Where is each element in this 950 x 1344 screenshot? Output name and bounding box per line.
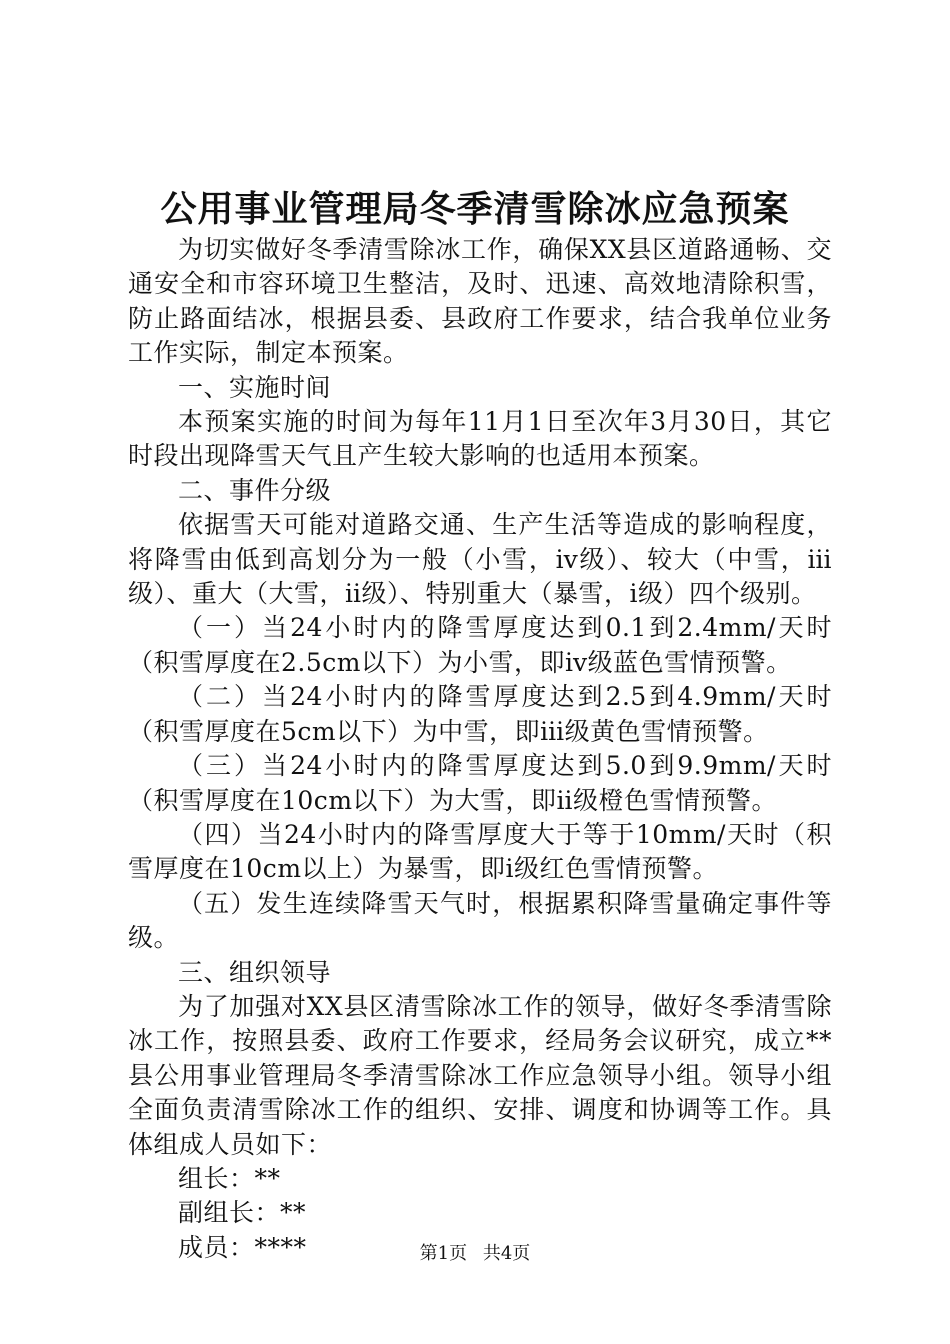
level-item-2: （二）当24小时内的降雪厚度达到2.5到4.9mm/天时（积雪厚度在5cm以下）为中雪，即ⅲ级黄色雪情预警。 bbox=[128, 682, 832, 746]
implementation-time-paragraph: 本预案实施的时间为每年11月1日至次年3月30日，其它时段出现降雪天气且产生较大影响的也适用本预案。 bbox=[128, 407, 832, 471]
deputy-leader-line: 副组长：** bbox=[178, 1198, 307, 1228]
section-heading-implementation-time: 一、实施时间 bbox=[178, 372, 332, 402]
members-line: 成员：**** bbox=[178, 1232, 307, 1262]
level-item-1: （一）当24小时内的降雪厚度达到0.1到2.4mm/天时（积雪厚度在2.5cm以下）为小雪，即ⅳ级蓝色雪情预警。 bbox=[128, 613, 832, 677]
level-item-3: （三）当24小时内的降雪厚度达到5.0到9.9mm/天时（积雪厚度在10cm以下）为大雪，即ⅱ级橙色雪情预警。 bbox=[128, 751, 832, 815]
level-item-5: （五）发生连续降雪天气时，根据累积降雪量确定事件等级。 bbox=[128, 888, 832, 953]
section-heading-event-classification: 二、事件分级 bbox=[178, 475, 332, 505]
intro-paragraph: 为切实做好冬季清雪除冰工作，确保XX县区道路通畅、交通安全和市容环境卫生整洁，及时、迅速、高效地清除积雪，防止路面结冰，根据县委、县政府工作要求，结合我单位业务工作实际，制定本预案。 bbox=[128, 235, 832, 368]
document-body bbox=[128, 233, 832, 1265]
page-footer bbox=[0, 1241, 950, 1267]
classification-paragraph: 依据雪天可能对道路交通、生产生活等造成的影响程度，将降雪由低到高划分为一般（小雪，ⅳ级）、较大（中雪，ⅲ级）、重大（大雪，ⅱ级）、特别重大（暴雪，ⅰ级）四个级别。 bbox=[128, 510, 832, 609]
level-item-4: （四）当24小时内的降雪厚度大于等于10mm/天时（积雪厚度在10cm以上）为暴雪，即ⅰ级红色雪情预警。 bbox=[128, 819, 832, 884]
document-title: 公用事业管理局冬季清雪除冰应急预案 bbox=[160, 188, 790, 230]
page-total: 共4页 bbox=[482, 1243, 531, 1264]
leader-line: 组长：** bbox=[178, 1163, 281, 1193]
page-number: 第1页 bbox=[419, 1243, 468, 1264]
section-heading-organization: 三、组织领导 bbox=[178, 957, 332, 987]
organization-paragraph: 为了加强对XX县区清雪除冰工作的领导，做好冬季清雪除冰工作，按照县委、政府工作要求，经局务会议研究，成立**县公用事业管理局冬季清雪除冰工作应急领导小组。领导小组全面负责清雪除冰工作的组织、安排、调度和协调等工作。具体组成人员如下： bbox=[128, 991, 832, 1159]
